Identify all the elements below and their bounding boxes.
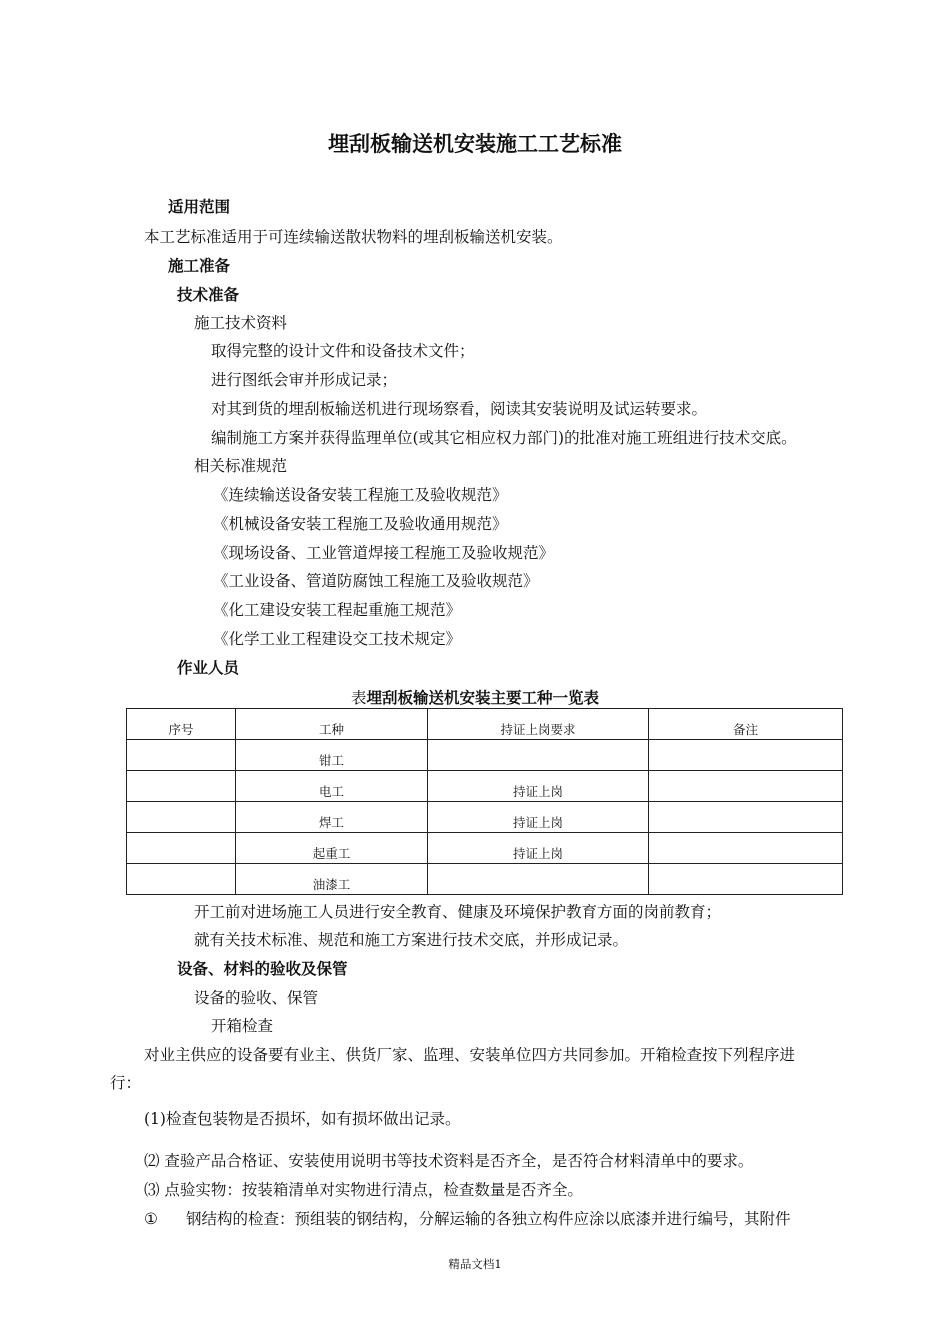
table-cell [127, 740, 236, 771]
table-row [127, 864, 843, 895]
standard-item: 《连续输送设备安装工程施工及验收规范》 [213, 486, 508, 504]
table-row [127, 802, 843, 833]
standard-item: 《化工建设安装工程起重施工规范》 [213, 601, 462, 619]
workers-note: 就有关技术标准、规范和施工方案进行技术交底，并形成记录。 [194, 931, 629, 949]
table-cell: 电工 [236, 771, 428, 802]
equipment-heading: 设备、材料的验收及保管 [177, 960, 348, 978]
table-cell: 油漆工 [236, 864, 428, 895]
table-cell: 焊工 [236, 802, 428, 833]
standard-item: 《机械设备安装工程施工及验收通用规范》 [213, 515, 508, 533]
step-item: ⑶ 点验实物：按装箱清单对实物进行清点，检查数量是否齐全。 [144, 1181, 583, 1199]
table-cell [649, 802, 843, 833]
tech-docs-item: 编制施工方案并获得监理单位(或其它相应权力部门)的批准对施工班组进行技术交底。 [211, 429, 797, 447]
step-item: (1)检查包装物是否损坏，如有损坏做出记录。 [144, 1110, 461, 1128]
table-header-cell: 序号 [127, 709, 236, 740]
table-cell [649, 771, 843, 802]
scope-heading: 适用范围 [168, 198, 231, 216]
table-row [127, 833, 843, 864]
table-header-cell: 工种 [236, 709, 428, 740]
table-row [127, 740, 843, 771]
worker-types-table [126, 708, 843, 895]
table-cell [127, 864, 236, 895]
table-cell: 持证上岗 [428, 802, 649, 833]
table-cell [649, 864, 843, 895]
table-cell [127, 771, 236, 802]
table-header-cell: 持证上岗要求 [428, 709, 649, 740]
step4-marker: ① [144, 1210, 158, 1228]
table-cell [649, 833, 843, 864]
table-cell [428, 864, 649, 895]
table-cell [649, 740, 843, 771]
table-caption-title: 埋刮板输送机安装主要工种一览表 [366, 689, 600, 707]
tech-docs-item: 对其到货的埋刮板输送机进行现场察看，阅读其安装说明及试运转要求。 [211, 400, 708, 418]
table-cell [428, 740, 649, 771]
table-caption [0, 689, 950, 708]
page-footer: 精品文档1 [448, 1257, 502, 1271]
standard-item: 《工业设备、管道防腐蚀工程施工及验收规范》 [213, 572, 539, 590]
step4-text: 钢结构的检查：预组装的钢结构，分解运输的各独立构件应涂以底漆并进行编号，其附件 [186, 1210, 791, 1228]
table-cell: 钳工 [236, 740, 428, 771]
scope-text: 本工艺标准适用于可连续输送散状物料的埋刮板输送机安装。 [144, 228, 563, 246]
table-header-cell: 备注 [649, 709, 843, 740]
prep-heading: 施工准备 [168, 257, 231, 275]
unpack-text-line2: 行： [110, 1074, 142, 1092]
standards-heading: 相关标准规范 [194, 457, 288, 475]
tech-docs-heading: 施工技术资料 [194, 314, 288, 332]
table-cell: 持证上岗 [428, 833, 649, 864]
workers-note: 开工前对进场施工人员进行安全教育、健康及环境保护教育方面的岗前教育； [194, 903, 722, 921]
standard-item: 《现场设备、工业管道焊接工程施工及验收规范》 [213, 544, 555, 562]
equipment-sub: 设备的验收、保管 [194, 989, 319, 1007]
table-row [127, 771, 843, 802]
tech-prep-heading: 技术准备 [177, 286, 240, 304]
table-header-row [127, 709, 843, 740]
step-item: ⑵ 查验产品合格证、安装使用说明书等技术资料是否齐全，是否符合材料清单中的要求。 [144, 1152, 754, 1170]
unpack-heading: 开箱检查 [211, 1017, 274, 1035]
table-caption-prefix: 表 [350, 689, 367, 707]
page-title: 埋刮板输送机安装施工工艺标准 [328, 132, 622, 156]
tech-docs-item: 取得完整的设计文件和设备技术文件； [211, 342, 475, 360]
standard-item: 《化学工业工程建设交工技术规定》 [213, 630, 462, 648]
unpack-text-line1: 对业主供应的设备要有业主、供货厂家、监理、安装单位四方共同参加。开箱检查按下列程序进 [144, 1046, 796, 1064]
table-cell [127, 802, 236, 833]
table-cell [127, 833, 236, 864]
table-cell: 起重工 [236, 833, 428, 864]
table-cell: 持证上岗 [428, 771, 649, 802]
workers-heading: 作业人员 [177, 659, 240, 677]
tech-docs-item: 进行图纸会审并形成记录； [211, 371, 398, 389]
